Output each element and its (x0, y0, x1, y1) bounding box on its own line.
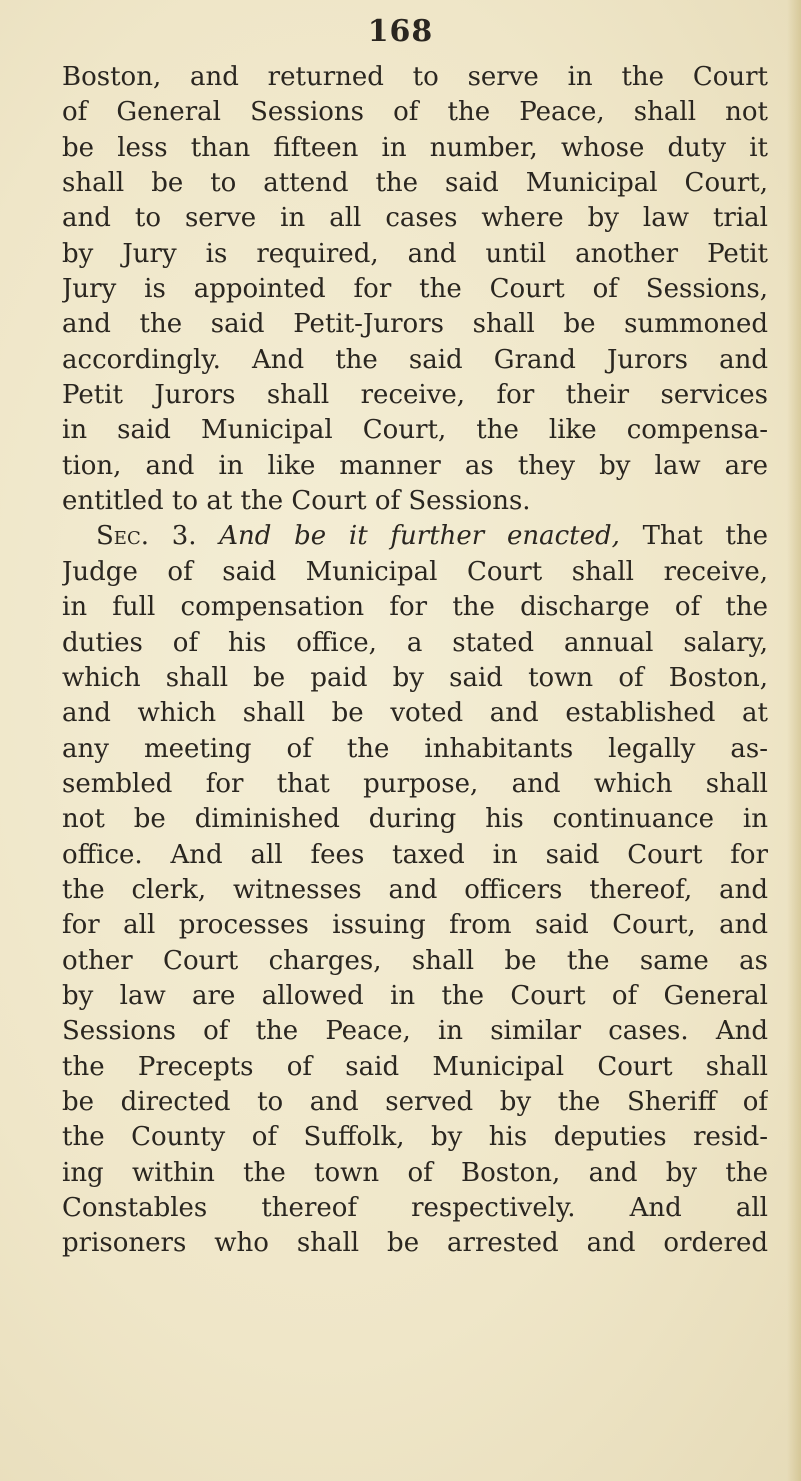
text-line: be directed to and served by the Sheriff of (62, 1086, 768, 1117)
text-line: and which shall be voted and established at (62, 698, 768, 729)
text-line: shall be to attend the said Municipal Court, (62, 168, 768, 199)
text-line: in said Municipal Court, the like compensa- (62, 415, 768, 446)
text-line: accordingly. And the said Grand Jurors and (62, 344, 768, 375)
text-line: any meeting of the inhabitants legally as- (62, 733, 768, 764)
text-line: by law are allowed in the Court of General (62, 980, 768, 1011)
text-line: entitled to at the Court of Sessions. (62, 486, 531, 517)
text-line: Boston, and returned to serve in the Court (62, 62, 768, 92)
text-line: Jury is appointed for the Court of Sessions, (62, 274, 768, 305)
text-line: the Precepts of said Municipal Court shall (62, 1051, 768, 1082)
section-first-line-rest: That the (642, 521, 768, 552)
text-line: the County of Suffolk, by his deputies resid- (62, 1122, 768, 1153)
text-line: which shall be paid by said town of Boston, (62, 662, 768, 693)
page-edge-shading (787, 0, 801, 1481)
text-line: ing within the town of Boston, and by the (62, 1157, 768, 1188)
enacting-clause: And be it further enacted, (219, 521, 620, 552)
text-line: office. And all fees taxed in said Court for (62, 839, 768, 870)
text-line: Petit Jurors shall receive, for their services (62, 380, 768, 411)
text-line: other Court charges, shall be the same as (62, 945, 768, 976)
text-line: be less than fifteen in number, whose duty it (62, 132, 768, 163)
text-line: in full compensation for the discharge of the (62, 592, 768, 623)
text-line: of General Sessions of the Peace, shall not (62, 97, 768, 128)
section-label: Sec. 3. (96, 521, 197, 552)
text-line: by Jury is required, and until another Petit (62, 238, 768, 269)
text-line: and to serve in all cases where by law trial (62, 203, 768, 234)
text-line: Constables thereof respectively. And all (62, 1193, 768, 1223)
text-line: Sessions of the Peace, in similar cases. And (62, 1016, 768, 1047)
text-line: not be diminished during his continuance in (62, 804, 768, 835)
page-number: 168 (367, 14, 434, 49)
text-line: Judge of said Municipal Court shall receive, (62, 556, 768, 587)
text-line: for all processes issuing from said Court, and (62, 910, 768, 941)
text-line: duties of his office, a stated annual salary, (62, 627, 768, 658)
text-line: tion, and in like manner as they by law are (62, 450, 768, 481)
text-line: and the said Petit-Jurors shall be summoned (62, 309, 768, 340)
text-line: the clerk, witnesses and officers thereof, and (62, 874, 768, 905)
body-text (62, 60, 768, 1262)
section-heading-line (62, 519, 768, 554)
text-line: prisoners who shall be arrested and ordered (62, 1228, 768, 1259)
text-line: sembled for that purpose, and which shall (62, 768, 768, 799)
